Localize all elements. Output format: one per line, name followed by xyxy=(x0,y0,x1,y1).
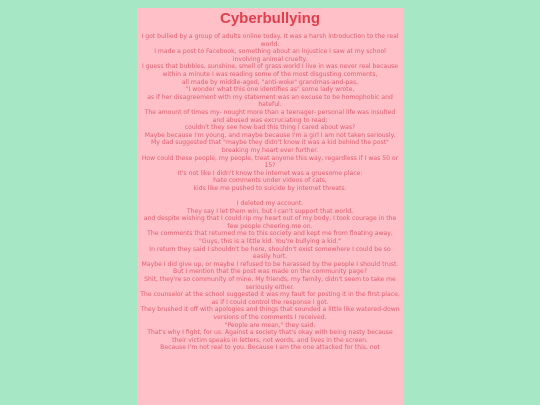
poem-line: I deleted my account. xyxy=(236,200,304,208)
poem-body xyxy=(137,33,403,352)
poem-line: But I mention that the post was made on the community page? xyxy=(173,268,367,276)
poem-line: "Guys, this is a little kid. You're bullying a kid." xyxy=(199,238,341,246)
poem-line: kids like me pushed to suicide by internet threats. xyxy=(193,184,347,192)
poem-line: The comments that returned me to this society and kept me from floating away, xyxy=(147,230,393,238)
poem-line: and despite wishing that I could rip my heart out of my body, I took courage in the few people cheering me on. xyxy=(143,215,397,230)
poem-line: How could these people, my people, treat anyone this way, regardless if I was 50 or 15? xyxy=(141,154,399,170)
poem-line: I got bullied by a group of adults online today. It was a harsh introduction to the real world. xyxy=(141,33,399,48)
poem-line: as if her disagreement with my statement was an excuse to be homophobic and hateful. xyxy=(147,93,393,109)
stanza-break xyxy=(140,192,400,200)
poem-line: Shit, they're so community of mine. My friends, my family, didn't seem to take me seriously either. xyxy=(144,276,396,291)
poem-line: I made a post to Facebook, something about an injustice I saw at my school involving animal cruelty. xyxy=(154,48,386,63)
poem-line: couldn't they see how bad this thing I cared about was? xyxy=(184,124,356,132)
poem-line: hate comments under videos of cats, xyxy=(213,177,327,185)
poem-line: They say I let them win, but I can't support that world, xyxy=(186,207,354,215)
poem-line: Maybe I did give up, or maybe I refused to be harassed by the people I should trust. xyxy=(141,260,399,268)
poem-line: "People are mean," they said. xyxy=(224,321,316,329)
poem-line: That's why I fight, for us. Against a society that's okay with being nasty because their victim speaks in letters, not words, and lives in the screen. xyxy=(147,329,393,344)
poem-line: They brushed it off with apologies and things that sounded a little like watered-down versions of the comments I received. xyxy=(140,306,400,321)
poem-line: The counselor at the school suggested it was my fault for posting it in the first place, as if I could control the response I got. xyxy=(140,291,400,306)
poem-line: It's not like I didn't know the internet was a gruesome place: xyxy=(177,169,363,177)
poem-line: The amount of times my- nought more than a teenager- personal life was insulted and abused was excruciating to read; xyxy=(144,108,396,124)
poem-line: all made by middle-aged, "anti-woke" grandmas-and-pas, xyxy=(181,78,359,86)
poem-line: "I wonder what this one identifies as" some lady wrote, xyxy=(185,86,355,94)
poem-line: Because I'm not real to you. Because I am the one attacked for this, not xyxy=(160,344,380,352)
poem-line: Maybe because I'm young, and maybe because I'm a girl I am not taken seriously. xyxy=(144,131,396,139)
poem-line: My dad suggested that "maybe they didn't know it was a kid behind the post" breaking my heart ever further. xyxy=(151,139,389,154)
poem-card xyxy=(137,8,403,405)
poem-line: In return they said I shouldn't be here, shouldn't exist somewhere I could be so easily hurt. xyxy=(149,245,391,261)
page-title: Cyberbullying xyxy=(219,10,320,27)
poem-line: I guess that bubbles, sunshine, smell of grass world I live in was never real because within a minute I was reading some of the most disgusting comments, xyxy=(141,63,399,78)
